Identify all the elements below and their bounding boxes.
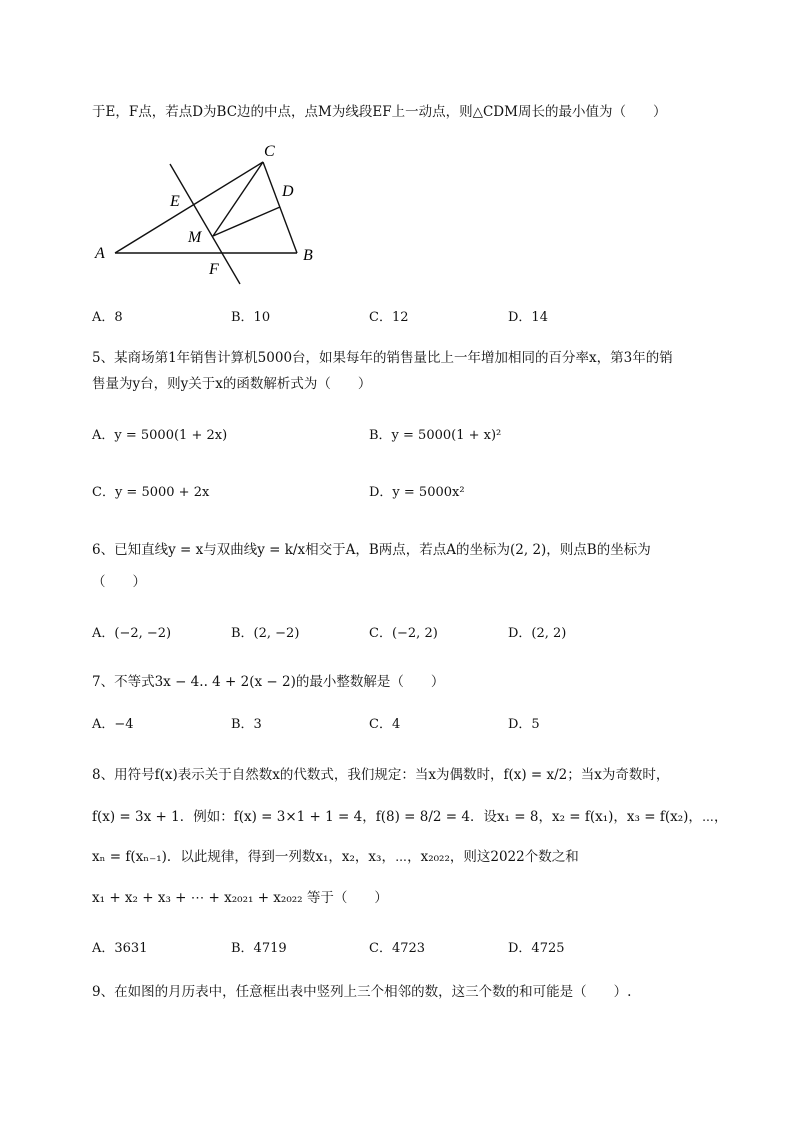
q8-option-d: D．4725 bbox=[508, 941, 565, 956]
q7-option-b: B．3 bbox=[231, 717, 262, 732]
q4-option-a: A．8 bbox=[92, 310, 123, 325]
q8-line4: x₁ + x₂ + x₃ + ⋯ + x₂₀₂₁ + x₂₀₂₂ 等于（ ） bbox=[92, 890, 388, 906]
q8-line3: xₙ = f(xₙ₋₁)．以此规律，得到一列数x₁，x₂，x₃，⋯，x₂₀₂₂，则这2022个数之和 bbox=[92, 849, 579, 865]
label-B: B bbox=[303, 247, 313, 264]
q6-option-b: B．(2, −2) bbox=[231, 626, 300, 641]
q5-option-b: B．y = 5000(1 + x)² bbox=[369, 428, 502, 443]
triangle-figure bbox=[90, 138, 330, 288]
q7-stem: 7、不等式3x − 4.. 4 + 2(x − 2)的最小整数解是（ ） bbox=[92, 674, 445, 690]
q7-option-d: D．5 bbox=[508, 717, 540, 732]
label-A: A bbox=[95, 245, 105, 262]
q5-stem-line2: 售量为y台，则y关于x的函数解析式为（ ） bbox=[92, 376, 372, 392]
label-D: D bbox=[282, 183, 294, 200]
q6-option-a: A．(−2, −2) bbox=[92, 626, 172, 641]
q4-option-c: C．12 bbox=[369, 310, 409, 325]
q5-stem-line1: 5、某商场第1年销售计算机5000台，如果每年的销售量比上一年增加相同的百分率x，第3年的销 bbox=[92, 350, 673, 366]
q8-option-a: A．3631 bbox=[92, 941, 148, 956]
q7-option-a: A．−4 bbox=[92, 717, 134, 732]
label-C: C bbox=[264, 143, 275, 160]
label-M: M bbox=[188, 229, 202, 246]
q6-stem-line2: （ ） bbox=[92, 574, 146, 590]
q7-option-c: C．4 bbox=[369, 717, 401, 732]
label-E: E bbox=[170, 193, 180, 210]
q5-option-c: C．y = 5000 + 2x bbox=[92, 485, 210, 500]
q8-option-b: B．4719 bbox=[231, 941, 287, 956]
q8-line1: 8、用符号f(x)表示关于自然数x的代数式，我们规定：当x为偶数时，f(x) = x/2；当x为奇数时， bbox=[92, 767, 670, 783]
q9-stem: 9、在如图的月历表中，任意框出表中竖列上三个相邻的数，这三个数的和可能是（ ）. bbox=[92, 984, 632, 1000]
q6-stem-line1: 6、已知直线y = x与双曲线y = k/x相交于A，B两点，若点A的坐标为(2, 2)，则点B的坐标为 bbox=[92, 542, 651, 558]
q5-option-a: A．y = 5000(1 + 2x) bbox=[92, 428, 228, 443]
q8-option-c: C．4723 bbox=[369, 941, 426, 956]
q8-line2: f(x) = 3x + 1．例如：f(x) = 3×1 + 1 = 4，f(8) = 8/2 = 4．设x₁ = 8，x₂ = f(x₁)，x₃ = f(x₂)，⋯， bbox=[92, 809, 728, 825]
q6-option-d: D．(2, 2) bbox=[508, 626, 567, 641]
q5-option-d: D．y = 5000x² bbox=[369, 485, 465, 500]
q6-option-c: C．(−2, 2) bbox=[369, 626, 438, 641]
q4-stem-tail: 于E，F点，若点D为BC边的中点，点M为线段EF上一动点，则△CDM周长的最小值为（ ） bbox=[92, 104, 667, 120]
q4-option-b: B．10 bbox=[231, 310, 271, 325]
q4-option-d: D．14 bbox=[508, 310, 548, 325]
label-F: F bbox=[209, 261, 219, 278]
